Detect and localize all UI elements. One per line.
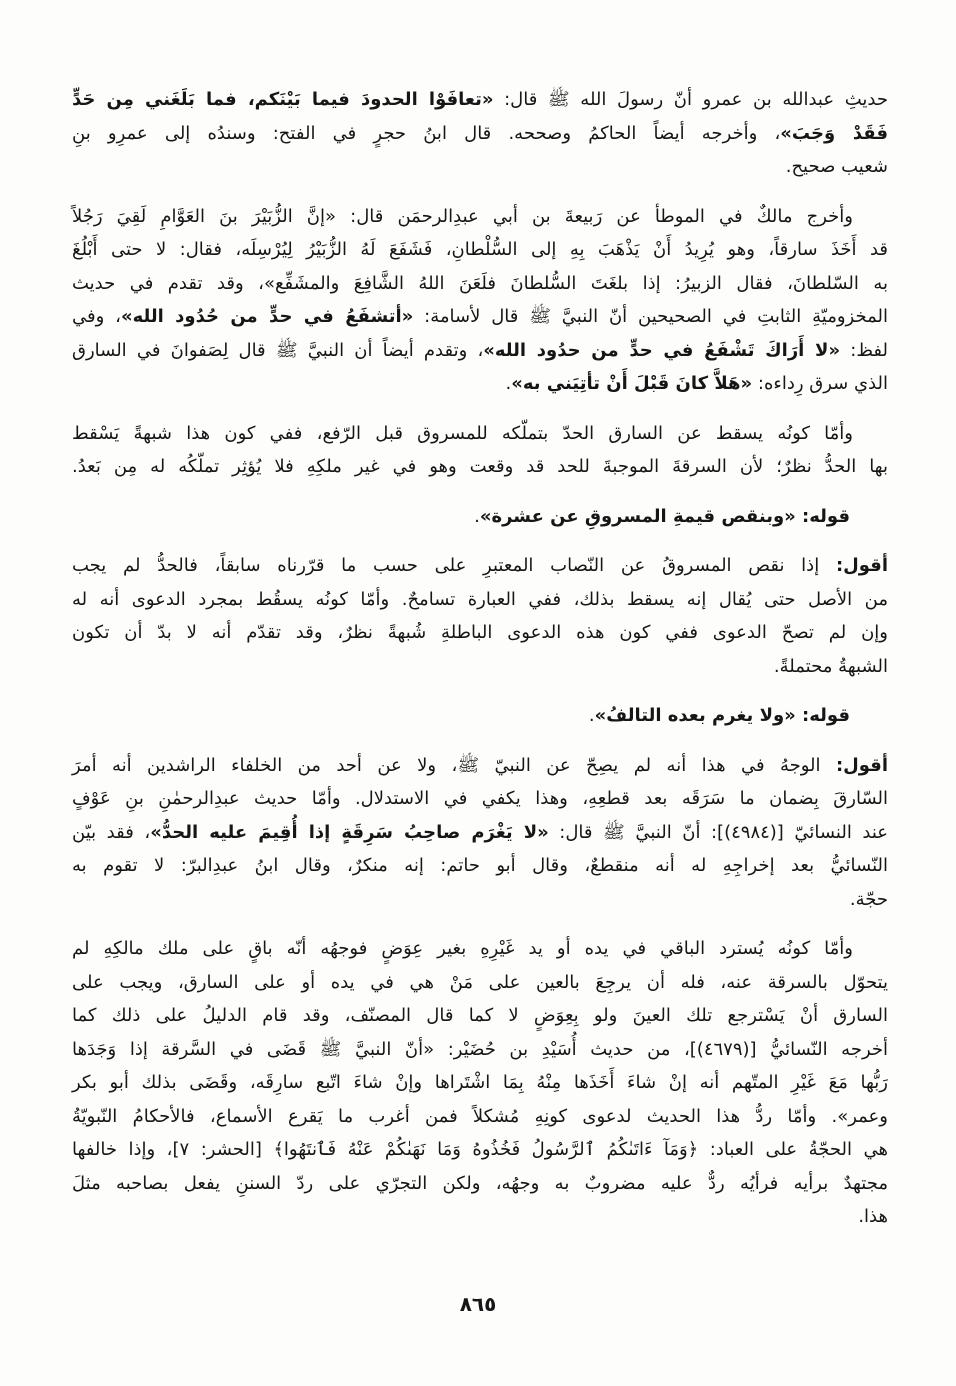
text-run: ، فقد بيّن xyxy=(72,821,151,843)
text-run: بها الحدُّ نظرٌ؛ لأن السرقةَ الموجبةَ للحد قد وقعت وهو في غير ملكِهِ فلا يُؤثِر تملّكُه له مِن بَعدُ. xyxy=(72,456,888,477)
text-line xyxy=(72,83,888,117)
paragraph xyxy=(72,549,888,683)
text-line xyxy=(72,782,888,816)
paragraph xyxy=(72,83,888,184)
text-run: ، وأخرجه أيضاً الحاكمُ وصححه. قال ابنُ حجرٍ في الفتح: وسندُه إلى عمرِو بنِ xyxy=(72,122,781,144)
text-line xyxy=(72,200,888,234)
text-run: الوجهُ في هذا أنه لم يصِحّ عن النبيّ ﷺ، ولا عن أحد من الخلفاء الراشدين أنه أمرَ xyxy=(72,754,836,776)
text-line xyxy=(72,816,888,850)
text-run: حديثِ عبدالله بن عمرو أنّ رسولَ الله ﷺ قال: xyxy=(493,89,888,110)
text-run: عند النسائيّ [(٤٩٨٤)]: أنّ النبيَّ ﷺ قال: xyxy=(548,821,888,843)
text-run: به السّلطانَ، فقال الزبيرُ: إذا بلغَتَ السُّلطانَ فلَعَنَ اللهُ الشَّافِعَ والمشَفِّع»، وقد تقدم في حديث xyxy=(72,272,888,294)
text-line xyxy=(72,117,888,151)
text-line xyxy=(72,1066,888,1100)
text-line xyxy=(72,616,888,650)
text-run: أخرجه النّسائيُّ [(٤٦٧٩)]، من حديث أُسَيْدِ بن حُضَيْر: «أنّ النبيَّ ﷺ قَضَى في السَّرقة إذا وَجَدَها xyxy=(72,1038,889,1060)
paragraph xyxy=(72,500,888,534)
text-line xyxy=(72,966,888,1000)
text-run: هذا. xyxy=(858,1206,888,1227)
text-run: حجّة. xyxy=(849,888,888,910)
text-run: وأمّا كونُه يُسترد الباقي في يده أو يد غَيْرِهِ بغير عِوَضٍ فوجهُه أنّه باقٍ على ملك مالكِهِ لم xyxy=(72,938,853,959)
bold-text-run: «لا أَرَاكَ تَشْفَعُ في حدٍّ من حدُود الله» xyxy=(483,339,841,361)
text-run: شعيب صحيح. xyxy=(785,156,888,177)
text-run: المخزوميّةِ الثابتِ في الصحيحين أنّ النبيَّ ﷺ قال لأسامة: xyxy=(413,306,888,327)
text-line xyxy=(72,849,888,883)
text-run: مجتهدٌ برأيه فرأيُه ردٌّ عليه مضروبٌ به وجهُه، ولكن التجرّي على ردّ السننِ يفعل بصاحبه مثلَ xyxy=(72,1172,888,1194)
text-run: يتحوّل بالسرقة عنه، فله أن يرجِعَ بالعين على مَنْ هي في يده أو على السارق، ويجب على xyxy=(72,971,888,993)
bold-text-run: «لا يَغْرَم صاحِبُ سَرِقَةٍ إذا أُقِيمَ عليه الحدُّ» xyxy=(150,821,549,843)
bold-text-run: «أتشفَعُ في حدٍّ من حُدُود الله» xyxy=(120,306,414,327)
text-run: قد أَخَذَ سارقاً، وهو يُرِيدُ أَنْ يَذْهَبَ بِهِ إلى السُّلْطانِ، فَشَفَعَ لَهُ الزُّبَيْرُ لِيُرْسِلَه، فقال: لا حتى أَبْلُغَ xyxy=(72,239,888,260)
text-line xyxy=(72,1200,888,1234)
text-run: السارق أنْ يَسْترجع تلك العينَ ولو بِعِوَضٍ لا كما قال المصنّف، وقد قام الدليلُ على ذلك كما xyxy=(72,1005,888,1026)
text-line xyxy=(72,1100,888,1134)
text-line xyxy=(72,300,888,334)
text-run: وإن لم تصحّ الدعوى ففي كون هذه الدعوى الباطلةِ شُبهةً نظرٌ، وقد تقدّم أنه لا بدّ أن تكون xyxy=(72,622,888,643)
page-body-text xyxy=(72,83,888,1234)
text-run: السّارقَ بِضمان ما سَرَقَه بعد قطعِهِ، وهذا يكفي في الاستدلال. وأمّا حديث عبدِالرحمٰنِ بنِ عَوْفٍ xyxy=(72,788,888,809)
text-line xyxy=(72,1133,888,1167)
text-run: الذي سرق رِداءه: xyxy=(752,373,888,394)
text-run: لفظ: xyxy=(840,339,888,361)
text-run: هي الحجّةُ على العباد: ﴿وَمَآ ءَاتَىٰكُمُ ٱلرَّسُولُ فَخُذُوهُ وَمَا نَهَىٰكُمْ عَنْهُ فَٱنتَهُوا﴾ [الحشر: ٧]، وإذا خالفها xyxy=(72,1139,889,1160)
paragraph xyxy=(72,932,888,1234)
bold-text-run: «تعافَوْا الحدودَ فيما بَيْنَكم، فما بَلَغَني مِن حَدٍّ xyxy=(72,89,494,110)
text-line xyxy=(72,1033,888,1067)
text-line xyxy=(72,450,888,484)
text-run: وأخرج مالكٌ في الموطأ عن رَبيعةَ بن أبي عبدِالرحمَن قال: «إنَّ الزُّبَيْرَ بنَ العَوَّامِ لَقِيَ رَجُلاً xyxy=(72,205,853,227)
page-number: ٨٦٥ xyxy=(459,1292,497,1316)
text-line xyxy=(72,417,888,451)
text-line xyxy=(72,334,888,368)
bold-text-run: أقول: xyxy=(835,555,888,576)
text-line xyxy=(72,932,888,966)
text-run: ، وفي xyxy=(72,306,121,327)
text-run: وعمر». وأمّا ردُّ هذا الحديث لدعوى كونِهِ مُشكلاً فمن أغرب ما يَقرع الأسماع، فالأحكامُ النّبويّةُ xyxy=(72,1105,888,1127)
text-line xyxy=(72,699,888,733)
bold-text-run: قوله: «ولا يغرم بعده التالفُ» xyxy=(594,705,850,726)
text-line xyxy=(72,150,888,184)
text-run: من الأصل حتى يُقال إنه يسقط بذلك، ففي العبارة تسامحٌ. وأمّا كونُه يسقُط بمجرد الدعوى أنه له xyxy=(72,588,888,610)
paragraph xyxy=(72,417,888,484)
text-line xyxy=(72,999,888,1033)
text-line xyxy=(72,233,888,267)
text-line xyxy=(72,267,888,301)
text-line xyxy=(72,549,888,583)
text-line xyxy=(72,749,888,783)
paragraph xyxy=(72,749,888,917)
text-run: . xyxy=(588,705,595,726)
text-line xyxy=(72,883,888,917)
text-run: إذا نقص المسروقُ عن النّصاب المعتبرِ على حسب ما قرّرناه سابقاً، فالحدُّ لم يجب xyxy=(72,555,836,576)
bold-text-run: «هَلاَّ كانَ قَبْلَ أَنْ تأتِيَني به» xyxy=(511,373,753,394)
paragraph xyxy=(72,699,888,733)
bold-text-run: فَقَدْ وَجَبَ» xyxy=(780,122,888,144)
text-line xyxy=(72,583,888,617)
bold-text-run: أقول: xyxy=(835,754,888,776)
text-run: النّسائيُّ بعد إخراجِهِ له أنه منقطعٌ، وقال أبو حاتم: إنه منكرٌ، وقال ابنُ عبدِالبرّ: لا تقوم به xyxy=(72,855,888,876)
text-line xyxy=(72,367,888,401)
text-run: . xyxy=(505,373,512,394)
paragraph xyxy=(72,200,888,401)
text-run: الشبهةُ محتملةً. xyxy=(773,655,888,677)
bold-text-run: قوله: «وبنقص قيمةِ المسروقِ عن عشرة» xyxy=(479,505,850,527)
text-line xyxy=(72,1167,888,1201)
text-run: ، وتقدم أيضاً أن النبيَّ ﷺ قال لِصَفوانَ في السارق xyxy=(72,339,484,361)
text-run: وأمّا كونُه يسقط عن السارق الحدّ بتملّكه للمسروق قبل الرّفع، ففي كون هذا شبهةً يَسْقط xyxy=(72,422,853,444)
text-run: . xyxy=(474,505,480,527)
text-line xyxy=(72,650,888,684)
text-line xyxy=(72,500,888,534)
text-run: رَبُّها مَعَ غَيْرِ المتّهم أنه إنْ شاءَ أَخَذَها مِنْهُ بِمَا اشْتَراها وإنْ شاءَ اتّبع سارِقَه، وقَضَى بذلك أبو بكر xyxy=(72,1072,888,1093)
